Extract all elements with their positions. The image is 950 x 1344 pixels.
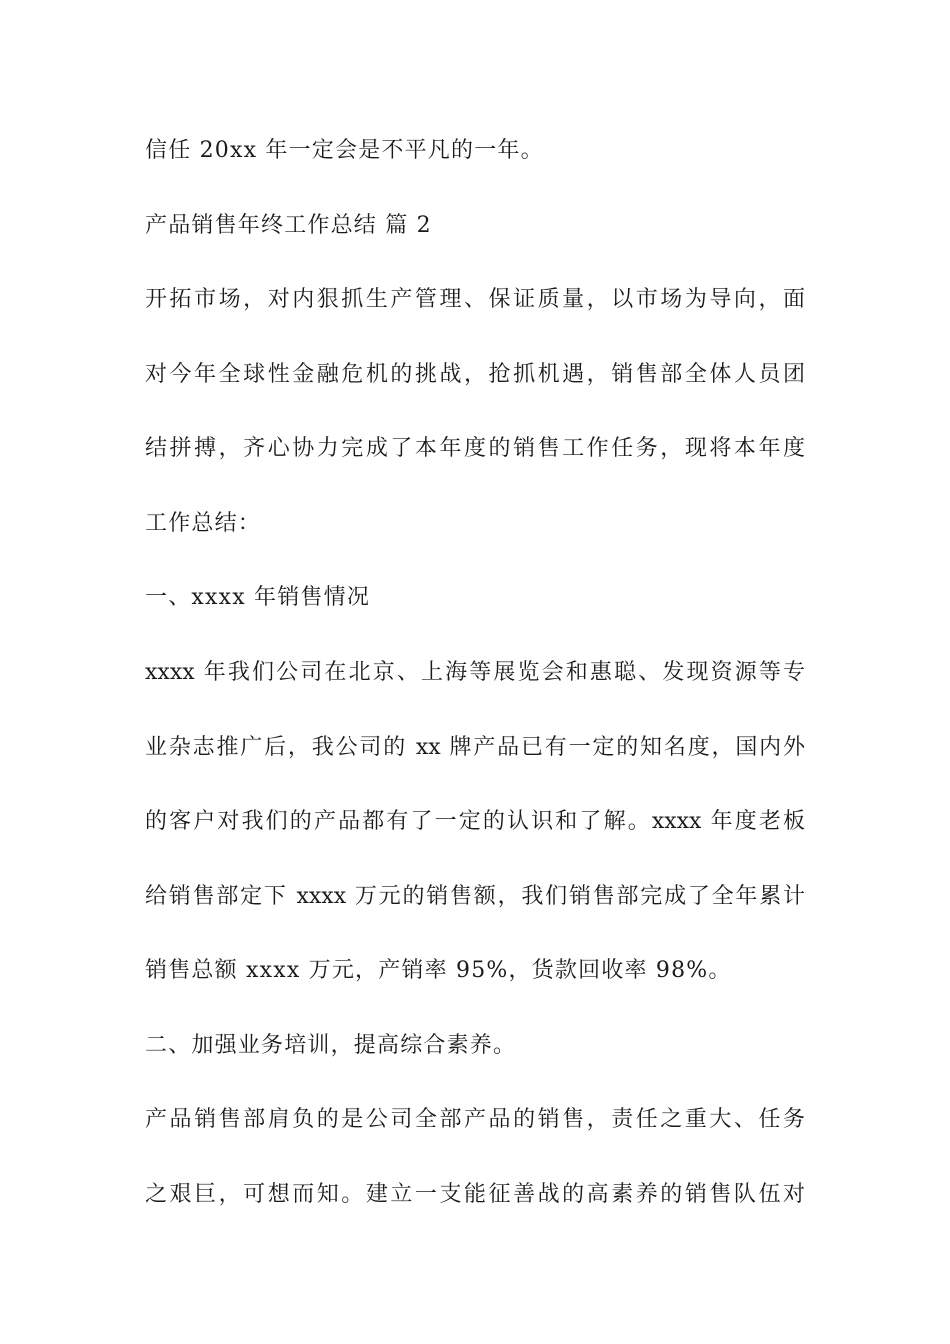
section-title: 产品销售年终工作总结 篇 2 <box>145 213 432 238</box>
text-line-14: 产品销售部肩负的是公司全部产品的销售，责任之重大、任务 <box>145 1107 805 1132</box>
text-line-4: 对今年全球性金融危机的挑战，抢抓机遇，销售部全体人员团 <box>145 362 805 387</box>
text-line-1: 信任 20xx 年一定会是不平凡的一年。 <box>145 138 544 163</box>
text-line-8: xxxx 年我们公司在北京、上海等展览会和惠聪、发现资源等专 <box>145 660 805 685</box>
text-line-11: 给销售部定下 xxxx 万元的销售额，我们销售部完成了全年累计 <box>145 884 805 909</box>
text-line-6: 工作总结： <box>145 511 262 536</box>
subheading-2: 二、加强业务培训，提高综合素养。 <box>145 1033 517 1058</box>
subheading-1: 一、xxxx 年销售情况 <box>145 585 371 610</box>
text-line-5: 结拼搏，齐心协力完成了本年度的销售工作任务，现将本年度 <box>145 436 805 461</box>
text-line-9: 业杂志推广后，我公司的 xx 牌产品已有一定的知名度，国内外 <box>145 735 805 760</box>
text-line-10: 的客户对我们的产品都有了一定的认识和了解。xxxx 年度老板 <box>145 809 805 834</box>
text-line-15: 之艰巨，可想而知。建立一支能征善战的高素养的销售队伍对 <box>145 1182 805 1207</box>
text-line-3: 开拓市场，对内狠抓生产管理、保证质量，以市场为导向，面 <box>145 287 805 312</box>
text-line-12: 销售总额 xxxx 万元，产销率 95%，货款回收率 98%。 <box>145 958 732 983</box>
